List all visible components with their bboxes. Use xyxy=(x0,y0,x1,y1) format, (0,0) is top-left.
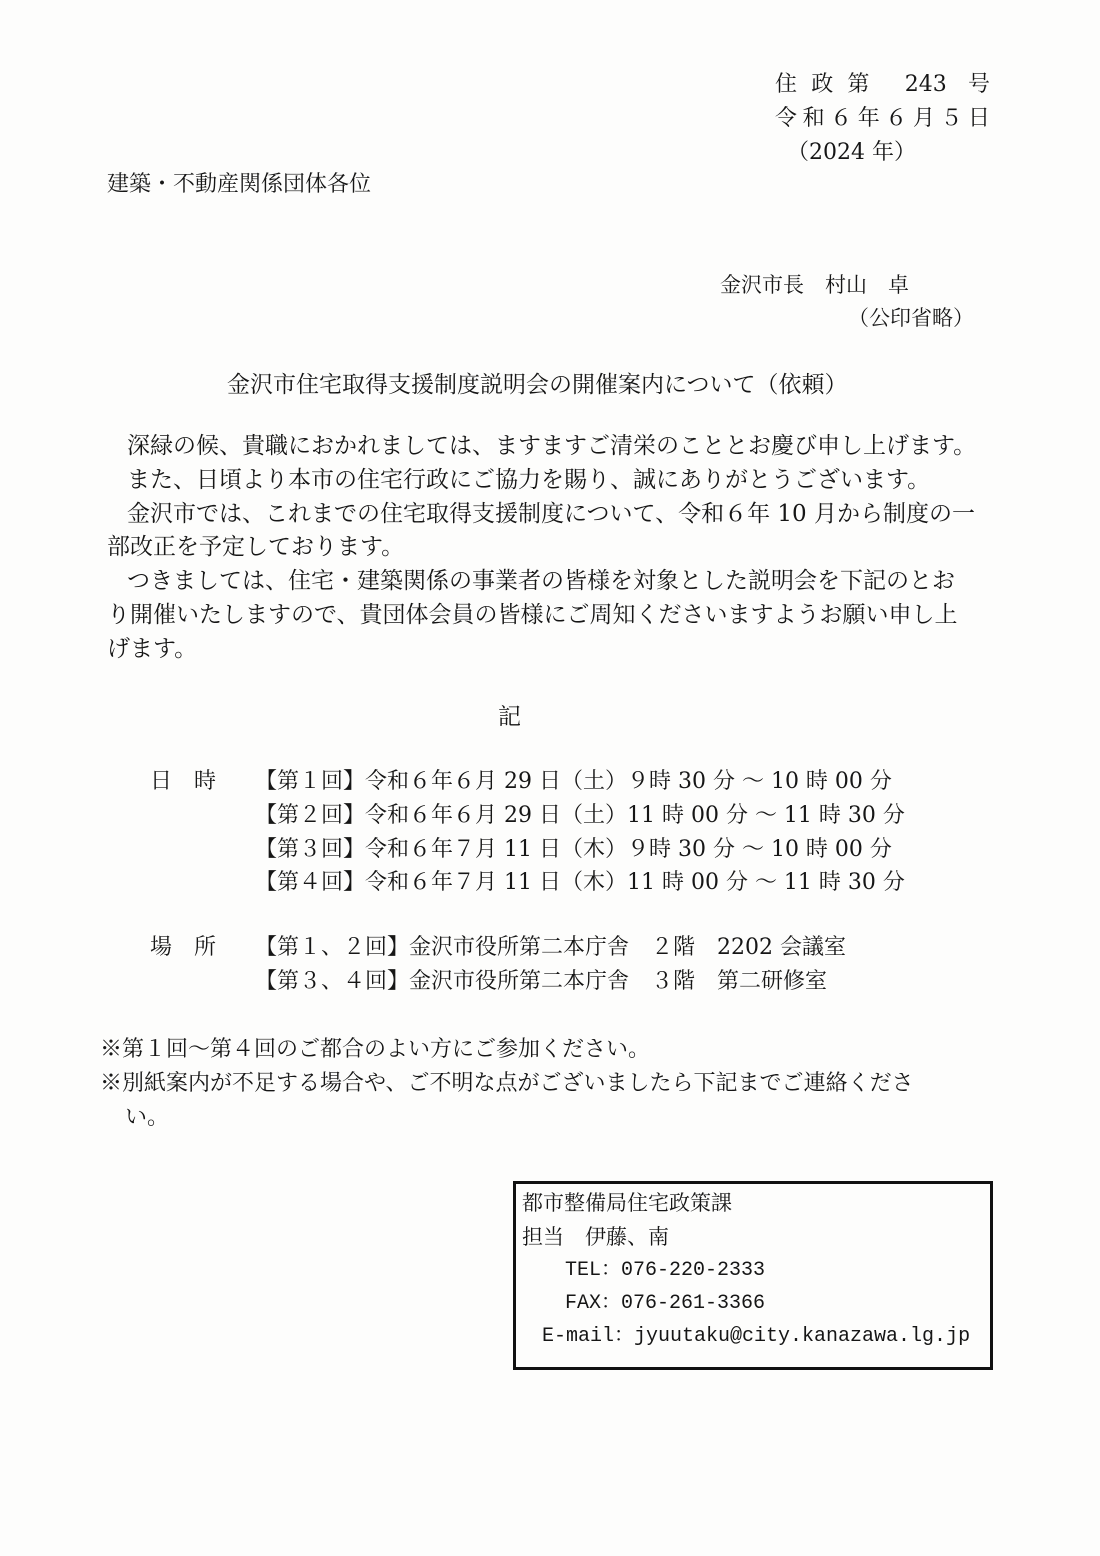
venue-list xyxy=(255,931,846,999)
notes xyxy=(100,1033,914,1134)
paragraph xyxy=(107,430,997,464)
contact-box xyxy=(513,1181,993,1370)
reference-block xyxy=(775,68,990,170)
schedule-session: 【第２回】令和６年６月 29 日（土）11 時 00 分 ～ 11 時 30 分 xyxy=(255,802,905,828)
schedule-session: 【第１回】令和６年６月 29 日（土）９時 30 分 ～ 10 時 00 分 xyxy=(255,769,892,794)
note-line: い。 xyxy=(125,1104,170,1130)
document-number: 住政第 243 号 xyxy=(775,72,990,97)
schedule-label: 日 時 xyxy=(150,769,217,794)
paragraph xyxy=(107,565,997,666)
paragraph xyxy=(107,498,997,566)
body-text xyxy=(107,430,997,667)
contact-department: 都市整備局住宅政策課 xyxy=(522,1191,732,1215)
issue-date-western: （2024 年） xyxy=(787,140,916,165)
venue-item: 【第１、２回】金沢市役所第二本庁舎 ２階 2202 会議室 xyxy=(255,935,846,960)
sender-name: 金沢市長 村山 卓 xyxy=(720,273,909,297)
body-line: また、日頃より本市の住宅行政にご協力を賜り、誠にありがとうございます。 xyxy=(127,466,931,493)
document-title: 金沢市住宅取得支援制度説明会の開催案内について（依頼） xyxy=(227,372,848,398)
body-line: り開催いたしますので、貴団体会員の皆様にご周知くださいますようお願い申し上 xyxy=(107,601,958,628)
note-line: ※第１回～第４回のご都合のよい方にご参加ください。 xyxy=(100,1037,651,1062)
body-line: 深緑の候、貴職におかれましては、ますますご清栄のこととお慶び申し上げます。 xyxy=(127,433,977,459)
issue-date: 令和６年６月５日 xyxy=(775,106,990,131)
body-line: つきましては、住宅・建築関係の事業者の皆様を対象とした説明会を下記のとお xyxy=(127,568,955,595)
contact-tel: TEL：076-220-2333 xyxy=(565,1259,766,1282)
body-line: 部改正を予定しております。 xyxy=(107,534,405,561)
ki-heading: 記 xyxy=(498,704,521,730)
seal-omitted-note: （公印省略） xyxy=(848,306,974,330)
schedule-session: 【第４回】令和６年７月 11 日（木）11 時 00 分 ～ 11 時 30 分 xyxy=(255,870,905,896)
contact-staff: 担当 伊藤、南 xyxy=(522,1225,669,1249)
body-line: げます。 xyxy=(107,635,198,662)
paragraph xyxy=(107,464,997,498)
contact-email: E-mail：jyuutaku@city.kanazawa.lg.jp xyxy=(542,1325,971,1348)
contact-fax: FAX：076-261-3366 xyxy=(565,1292,766,1315)
body-line: 金沢市では、これまでの住宅取得支援制度について、令和６年 10 月から制度の一 xyxy=(127,500,975,527)
schedule-session: 【第３回】令和６年７月 11 日（木）９時 30 分 ～ 10 時 00 分 xyxy=(255,836,892,862)
schedule-list xyxy=(255,765,905,900)
venue-item: 【第３、４回】金沢市役所第二本庁舎 ３階 第二研修室 xyxy=(255,968,828,994)
venue-label: 場 所 xyxy=(150,935,217,960)
addressee: 建築・不動産関係団体各位 xyxy=(107,172,372,197)
note-line: ※別紙案内が不足する場合や、ご不明な点がございましたら下記までご連絡くださ xyxy=(100,1070,914,1096)
